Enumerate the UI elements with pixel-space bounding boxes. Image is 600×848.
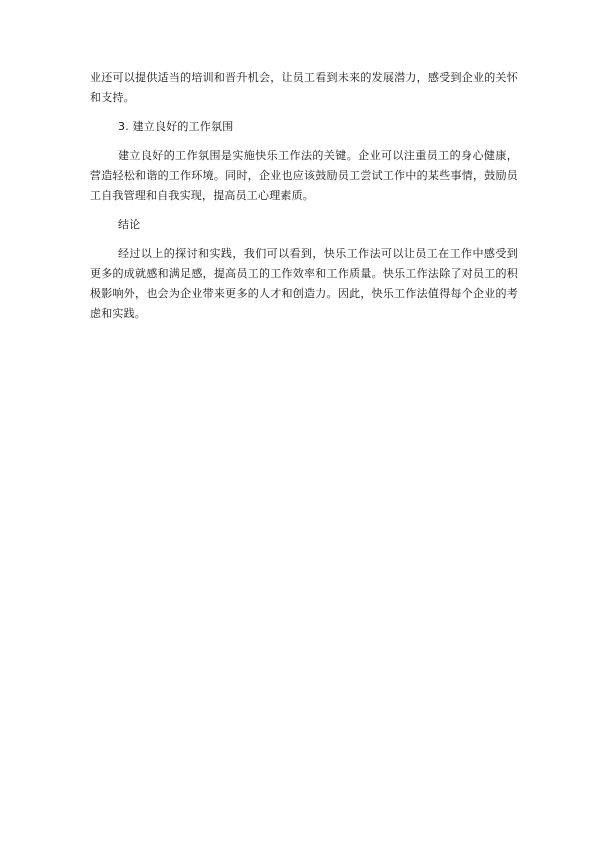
document-body xyxy=(90,68,518,333)
paragraph-continuation: 业还可以提供适当的培训和晋升机会，让员工看到未来的发展潜力，感受到企业的关怀和支持。 xyxy=(90,71,518,104)
paragraph-conclusion: 经过以上的探讨和实践，我们可以看到，快乐工作法可以让员工在工作中感受到更多的成就感和满足感，提高员工的工作效率和工作质量。快乐工作法除了对员工的积极影响外，也会为企业带来更多的人才和创造力。因此，快乐工作法值得每个企业的考虑和实践。 xyxy=(90,247,518,320)
section-heading-conclusion: 结论 xyxy=(118,218,141,231)
section-heading-work-atmosphere: 3. 建立良好的工作氛围 xyxy=(118,120,234,133)
paragraph-work-atmosphere: 建立良好的工作氛围是实施快乐工作法的关键。企业可以注重员工的身心健康，营造轻松和谐的工作环境。同时，企业也应该鼓励员工尝试工作中的某些事情，鼓励员工自我管理和自我实现，提高员工心理素质。 xyxy=(90,149,518,202)
